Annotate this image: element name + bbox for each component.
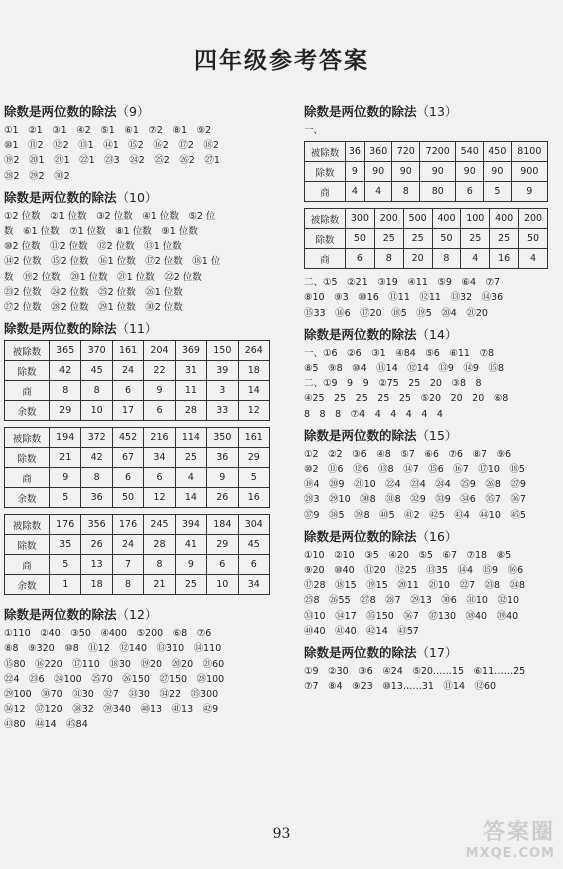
- section-gap: [4, 733, 284, 737]
- section-heading-text: 除数是两位数的除法: [304, 528, 417, 544]
- table-cell: 720: [392, 142, 420, 162]
- answer-line: ④25 25 25 25 25 ⑤20 20 20 ⑥8: [304, 393, 509, 405]
- table-cell: 184: [207, 515, 238, 535]
- answer-line: ㊱12 ㊲120 ㊳32 ㊴340 ㊵13 ㊶13 ㊷9: [4, 704, 219, 716]
- table-cell: 18: [81, 575, 112, 595]
- table-cell: 80: [420, 182, 456, 202]
- table-cell: 26: [81, 535, 112, 555]
- table-cell: 24: [112, 361, 143, 381]
- table-cell: 7200: [420, 142, 456, 162]
- section-number: （14）: [416, 326, 458, 342]
- table-cell: 28: [144, 535, 175, 555]
- table-cell: 16: [490, 249, 519, 269]
- table-cell: 28: [175, 401, 206, 421]
- table-row: [5, 448, 270, 468]
- section-heading-text: 除数是两位数的除法: [4, 607, 117, 623]
- row-header-cell: 商: [305, 249, 346, 269]
- table-cell: 21: [50, 448, 81, 468]
- table-row: [5, 535, 270, 555]
- table-cell: 194: [50, 428, 81, 448]
- table-cell: 39: [207, 361, 238, 381]
- watermark-logo: [466, 815, 555, 861]
- table-cell: 25: [490, 229, 519, 249]
- table-cell: 300: [346, 209, 375, 229]
- table-cell: 90: [392, 162, 420, 182]
- table-cell: 31: [175, 361, 206, 381]
- table-cell: 14: [175, 488, 206, 508]
- table-cell: 25: [374, 229, 403, 249]
- answer-line: 8 8 8 ⑦4 4 4 4 4 4: [304, 408, 443, 420]
- table-cell: 245: [144, 515, 175, 535]
- table-cell: 26: [207, 488, 238, 508]
- row-header-cell: 除数: [305, 162, 346, 182]
- table-cell: 216: [144, 428, 175, 448]
- table-row: [305, 229, 548, 249]
- table-cell: 9: [207, 468, 238, 488]
- section-number: （12）: [116, 607, 158, 623]
- table-cell: 6: [112, 468, 143, 488]
- answer-line: ⑰28 ⑱15 ⑲15 ⑳11 ㉑10 ㉒7 ㉓8 ㉔8: [304, 580, 526, 592]
- table-cell: 200: [374, 209, 403, 229]
- table-cell: 360: [364, 142, 392, 162]
- answer-line: ㉝10 ㉞17 ㉟150 ㊱7 ㊲130 ㊳40 ㊴40: [304, 610, 519, 622]
- row-header-cell: 除数: [305, 229, 346, 249]
- answer-line: ㉘2 ㉙2 ㉚2: [4, 170, 70, 182]
- table-cell: 450: [484, 142, 512, 162]
- table-row: [5, 575, 270, 595]
- answer-line: ①2 ②2 ③6 ④8 ⑤7 ⑥6 ⑦6 ⑧7 ⑨6: [304, 448, 512, 460]
- table-cell: 8100: [511, 142, 547, 162]
- table-cell: 29: [50, 401, 81, 421]
- table-cell: 16: [238, 488, 269, 508]
- answer-line: ㊲9 ㊳5 ㊴8 ㊵5 ㊶2 ㊷5 ㊸4 ㊹10 ㊺5: [304, 509, 526, 521]
- table-row: [305, 209, 548, 229]
- table-cell: 25: [461, 229, 490, 249]
- answer-table: [304, 141, 548, 202]
- table-cell: 45: [238, 535, 269, 555]
- table-cell: 34: [238, 575, 269, 595]
- table-cell: 400: [490, 209, 519, 229]
- table-cell: 264: [238, 341, 269, 361]
- table-cell: 4: [175, 468, 206, 488]
- table-cell: 50: [112, 488, 143, 508]
- answer-line: ⑧10 ⑨3 ⑩16 ⑪11 ⑫11 ⑬32 ⑭36: [304, 292, 504, 304]
- row-header-cell: 除数: [5, 361, 50, 381]
- row-header-cell: 被除数: [305, 142, 346, 162]
- table-cell: 4: [461, 249, 490, 269]
- section-heading: [304, 527, 560, 545]
- page-number: 93: [272, 826, 291, 842]
- answer-table: [4, 427, 270, 508]
- table-cell: 36: [207, 448, 238, 468]
- answer-line: ㉒4 ㉓6 ㉔100 ㉕70 ㉖150 ㉗150 ㉘100: [4, 673, 225, 685]
- table-cell: 6: [238, 555, 269, 575]
- row-header-cell: 商: [305, 182, 346, 202]
- table-cell: 452: [112, 428, 143, 448]
- table-cell: 5: [50, 555, 81, 575]
- table-cell: 18: [238, 361, 269, 381]
- table-cell: 100: [461, 209, 490, 229]
- page-title: 四年级参考答案: [194, 47, 369, 74]
- table-cell: 21: [144, 575, 175, 595]
- table-cell: 4: [364, 182, 392, 202]
- table-row: [305, 182, 548, 202]
- table-cell: 25: [175, 575, 206, 595]
- table-cell: 200: [519, 209, 548, 229]
- answer-line: ⑧5 ⑨8 ⑩4 ⑪14 ⑫14 ⑬9 ⑭9 ⑮8: [304, 363, 504, 375]
- answer-line: ⑲2 ⑳1 ㉑1 ㉒1 ㉓3 ㉔2 ㉕2 ㉖2 ㉗1: [4, 155, 220, 167]
- table-cell: 14: [238, 381, 269, 401]
- table-cell: 90: [484, 162, 512, 182]
- table-cell: 370: [81, 341, 112, 361]
- section-number: （16）: [416, 528, 458, 544]
- table-cell: 8: [81, 381, 112, 401]
- row-header-cell: 余数: [5, 575, 50, 595]
- table-cell: 35: [50, 535, 81, 555]
- watermark-line1: 答案圈: [482, 820, 555, 845]
- row-header-cell: 余数: [5, 401, 50, 421]
- table-cell: 114: [175, 428, 206, 448]
- table-cell: 34: [144, 448, 175, 468]
- section-gap: [304, 694, 560, 698]
- row-header-cell: 被除数: [305, 209, 346, 229]
- answer-table: [4, 514, 270, 595]
- table-cell: 12: [238, 401, 269, 421]
- answer-line: ⑨20 ⑩40 ⑪20 ⑫25 ⑬35 ⑭4 ⑮9 ⑯6: [304, 565, 524, 577]
- answer-line: ⑦7 ⑧4 ⑨23 ⑩13……31 ⑪14 ⑫60: [304, 681, 497, 693]
- table-cell: 13: [81, 555, 112, 575]
- answer-line: ㉘3 ㉙10 ㉚8 ㉛8 ㉜9 ㉝9 ㉞6 ㉟7 ㊱7: [304, 494, 526, 506]
- section-heading-text: 除数是两位数的除法: [304, 427, 417, 443]
- table-cell: 176: [50, 515, 81, 535]
- table-cell: 5: [238, 468, 269, 488]
- table-cell: 9: [346, 162, 365, 182]
- answer-line: ㉗2 位数 ㉘2 位数 ㉙1 位数 ㉚2 位数: [4, 302, 183, 314]
- table-row: [5, 515, 270, 535]
- table-row: [305, 142, 548, 162]
- answer-line: ㉕8 ㉖55 ㉗8 ㉘7 ㉙13 ㉚6 ㉛10 ㉜10: [304, 595, 520, 607]
- row-header-cell: 被除数: [5, 428, 50, 448]
- table-cell: 90: [456, 162, 484, 182]
- table-row: [305, 249, 548, 269]
- table-cell: 29: [207, 535, 238, 555]
- table-cell: 9: [175, 555, 206, 575]
- answer-line: 数 ⑥1 位数 ⑦1 位数 ⑧1 位数 ⑨1 位数: [4, 226, 198, 238]
- section-heading: [4, 605, 284, 623]
- table-cell: 304: [238, 515, 269, 535]
- table-cell: 25: [403, 229, 432, 249]
- table-cell: 1: [50, 575, 81, 595]
- answer-line: ⑮33 ⑯6 ⑰20 ⑱5 ⑲5 ⑳4 ㉑20: [304, 307, 488, 319]
- answer-line: 数 ⑲2 位数 ⑳1 位数 ㉑1 位数 ㉒2 位数: [4, 271, 202, 283]
- answer-line: ⑩1 ⑪2 ⑫2 ⑬1 ⑭1 ⑮2 ⑯2 ⑰2 ⑱2: [4, 140, 219, 152]
- answer-line: ㊸80 ㊹14 ㊺84: [4, 719, 88, 731]
- table-cell: 9: [144, 381, 175, 401]
- table-cell: 25: [175, 448, 206, 468]
- table-cell: 150: [207, 341, 238, 361]
- table-cell: 67: [112, 448, 143, 468]
- section-heading: [4, 102, 284, 120]
- row-header-cell: 被除数: [5, 341, 50, 361]
- row-header-cell: 被除数: [5, 515, 50, 535]
- table-row: [5, 381, 270, 401]
- section-heading-text: 除数是两位数的除法: [4, 321, 117, 337]
- table-cell: 8: [144, 555, 175, 575]
- section-number: （17）: [416, 645, 458, 661]
- table-cell: 10: [207, 575, 238, 595]
- table-cell: 90: [420, 162, 456, 182]
- table-cell: 8: [81, 468, 112, 488]
- row-header-cell: 余数: [5, 488, 50, 508]
- table-cell: 6: [144, 401, 175, 421]
- table-cell: 8: [50, 381, 81, 401]
- table-cell: 394: [175, 515, 206, 535]
- table-cell: 3: [207, 381, 238, 401]
- table-cell: 204: [144, 341, 175, 361]
- table-cell: 90: [364, 162, 392, 182]
- section-heading: [304, 325, 560, 343]
- row-header-cell: 除数: [5, 448, 50, 468]
- section-heading: [304, 426, 560, 444]
- table-row: [5, 428, 270, 448]
- table-cell: 369: [175, 341, 206, 361]
- table-cell: 8: [374, 249, 403, 269]
- table-cell: 365: [50, 341, 81, 361]
- table-cell: 8: [392, 182, 420, 202]
- table-cell: 4: [346, 182, 365, 202]
- table-cell: 9: [511, 182, 547, 202]
- table-cell: 33: [207, 401, 238, 421]
- answer-table: [304, 208, 548, 269]
- answer-line: 一、: [304, 125, 324, 136]
- table-cell: 6: [144, 468, 175, 488]
- row-header-cell: 商: [5, 555, 50, 575]
- table-cell: 12: [144, 488, 175, 508]
- answer-line: ㉙100 ㉚70 ㉛30 ㉜7 ㉝30 ㉞22 ㉟300: [4, 689, 219, 701]
- table-cell: 161: [112, 341, 143, 361]
- watermark-line2: MXQE.COM: [465, 846, 555, 861]
- answer-line: 二、①9 9 9 ②75 25 20 ③8 8: [304, 378, 482, 390]
- table-cell: 20: [403, 249, 432, 269]
- table-cell: 6: [112, 381, 143, 401]
- answer-line: ①10 ②10 ③5 ④20 ⑤5 ⑥7 ⑦18 ⑧5: [304, 549, 512, 561]
- section-heading-text: 除数是两位数的除法: [4, 189, 117, 205]
- table-cell: 42: [81, 448, 112, 468]
- answer-line: 一、①6 ②6 ③1 ④84 ⑤6 ⑥11 ⑦8: [304, 347, 495, 359]
- table-cell: 176: [112, 515, 143, 535]
- section-number: （13）: [416, 104, 458, 119]
- answer-line: ①110 ②40 ③50 ④400 ⑤200 ⑥8 ⑦6: [4, 628, 212, 640]
- table-cell: 9: [50, 468, 81, 488]
- table-cell: 50: [432, 229, 461, 249]
- table-cell: 372: [81, 428, 112, 448]
- answer-line: ①1 ②1 ③1 ④2 ⑤1 ⑥1 ⑦2 ⑧1 ⑨2: [4, 125, 212, 136]
- table-cell: 6: [346, 249, 375, 269]
- section-heading: [304, 643, 560, 661]
- table-cell: 900: [511, 162, 547, 182]
- table-cell: 161: [238, 428, 269, 448]
- table-cell: 10: [81, 401, 112, 421]
- table-row: [5, 361, 270, 381]
- table-row: [5, 341, 270, 361]
- left-column: [4, 102, 284, 737]
- table-cell: 6: [456, 182, 484, 202]
- answer-line: ①2 位数 ②1 位数 ③2 位数 ④1 位数 ⑤2 位: [4, 210, 216, 222]
- section-heading: [304, 102, 560, 120]
- section-heading-text: 除数是两位数的除法: [304, 645, 417, 661]
- table-row: [5, 488, 270, 508]
- table-cell: 356: [81, 515, 112, 535]
- table-cell: 45: [81, 361, 112, 381]
- table-cell: 24: [112, 535, 143, 555]
- table-cell: 350: [207, 428, 238, 448]
- table-cell: 50: [346, 229, 375, 249]
- table-cell: 500: [403, 209, 432, 229]
- table-cell: 400: [432, 209, 461, 229]
- table-row: [5, 401, 270, 421]
- section-number: （15）: [416, 427, 458, 443]
- section-heading-text: 除数是两位数的除法: [304, 326, 417, 342]
- answer-line: ⑩2 位数 ⑪2 位数 ⑫2 位数 ⑬1 位数: [4, 241, 182, 253]
- table-row: [305, 162, 548, 182]
- answer-line: ㊵40 ㊶40 ㊷14 ㊸57: [304, 625, 419, 637]
- table-cell: 7: [112, 555, 143, 575]
- table-cell: 42: [50, 361, 81, 381]
- answer-line: ⑮80 ⑯220 ⑰110 ⑱30 ⑲20 ⑳20 ㉑60: [4, 658, 225, 670]
- table-row: [5, 468, 270, 488]
- table-cell: 11: [175, 381, 206, 401]
- answer-line: ⑩2 ⑪6 ⑫6 ⑬8 ⑭7 ⑮6 ⑯7 ⑰10 ⑱5: [304, 464, 525, 476]
- section-number: （11）: [116, 321, 158, 337]
- right-column: [304, 102, 560, 698]
- table-cell: 5: [484, 182, 512, 202]
- row-header-cell: 商: [5, 468, 50, 488]
- table-cell: 29: [238, 448, 269, 468]
- table-cell: 22: [144, 361, 175, 381]
- table-row: [5, 555, 270, 575]
- answer-line: 二、①5 ②21 ③19 ④11 ⑤9 ⑥4 ⑦7: [304, 277, 501, 289]
- answer-line: ⑧8 ⑨320 ⑩8 ⑪12 ⑫140 ⑬310 ⑭110: [4, 643, 222, 655]
- table-cell: 36: [81, 488, 112, 508]
- table-cell: 36: [346, 142, 365, 162]
- section-number: （10）: [116, 189, 158, 205]
- section-heading: [4, 319, 284, 337]
- table-cell: 540: [456, 142, 484, 162]
- table-cell: 5: [50, 488, 81, 508]
- row-header-cell: 商: [5, 381, 50, 401]
- row-header-cell: 除数: [5, 535, 50, 555]
- answer-line: ⑲4 ⑳9 ㉑10 ㉒4 ㉓4 ㉔4 ㉕9 ㉖8 ㉗9: [304, 479, 526, 491]
- table-cell: 8: [432, 249, 461, 269]
- table-cell: 17: [112, 401, 143, 421]
- table-cell: 41: [175, 535, 206, 555]
- table-cell: 6: [207, 555, 238, 575]
- answer-line: ①9 ②30 ③6 ④24 ⑤20……15 ⑥11……25: [304, 666, 526, 678]
- table-cell: 50: [519, 229, 548, 249]
- section-heading: [4, 188, 284, 206]
- answer-table: [4, 340, 270, 421]
- section-heading-text: 除数是两位数的除法: [4, 104, 117, 119]
- table-cell: 8: [112, 575, 143, 595]
- section-number: （9）: [116, 104, 150, 119]
- table-cell: 4: [519, 249, 548, 269]
- section-heading-text: 除数是两位数的除法: [304, 104, 417, 119]
- answer-line: ⑭2 位数 ⑮2 位数 ⑯1 位数 ⑰2 位数 ⑱1 位: [4, 256, 221, 268]
- answer-line: ㉓2 位数 ㉔2 位数 ㉕2 位数 ㉖1 位数: [4, 286, 183, 298]
